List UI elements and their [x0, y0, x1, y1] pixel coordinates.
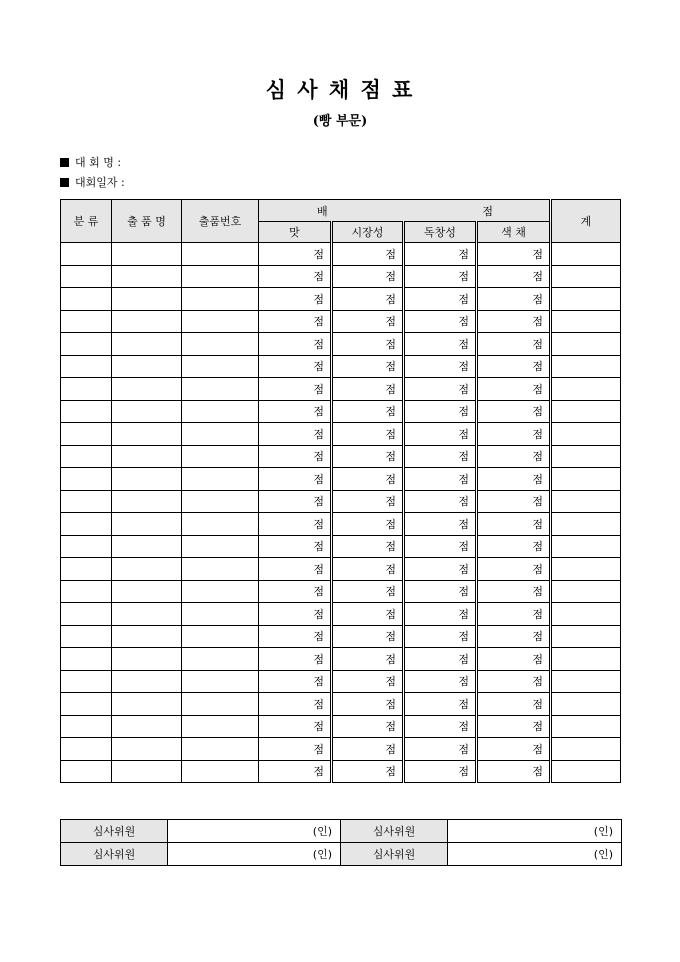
score-cell[interactable]: 점	[332, 468, 404, 491]
square-bullet-icon	[60, 178, 69, 187]
score-cell[interactable]: 점	[259, 715, 332, 738]
entry-number-cell[interactable]	[182, 468, 259, 491]
score-cell[interactable]: 점	[404, 760, 477, 783]
score-cell[interactable]: 점	[477, 603, 551, 626]
score-cell[interactable]: 점	[259, 648, 332, 671]
judge-seal: (인)	[448, 843, 622, 866]
score-cell[interactable]: 점	[477, 333, 551, 356]
score-cell[interactable]: 점	[477, 670, 551, 693]
score-cell[interactable]: 점	[332, 693, 404, 716]
score-table	[60, 199, 621, 783]
entry-name-cell[interactable]	[112, 693, 182, 716]
table-row	[61, 558, 621, 581]
score-cell[interactable]: 점	[477, 715, 551, 738]
score-cell[interactable]: 점	[404, 715, 477, 738]
total-cell[interactable]	[551, 400, 621, 423]
score-cell[interactable]: 점	[332, 580, 404, 603]
score-cell[interactable]: 점	[332, 715, 404, 738]
category-cell[interactable]	[61, 333, 112, 356]
total-cell[interactable]	[551, 738, 621, 761]
entry-name-cell[interactable]	[112, 670, 182, 693]
score-cell[interactable]: 점	[259, 378, 332, 401]
total-cell[interactable]	[551, 333, 621, 356]
square-bullet-icon	[60, 158, 69, 167]
entry-name-cell[interactable]	[112, 760, 182, 783]
entry-name-cell[interactable]	[112, 468, 182, 491]
score-cell[interactable]: 점	[332, 670, 404, 693]
category-cell[interactable]	[61, 693, 112, 716]
score-cell[interactable]: 점	[404, 513, 477, 536]
score-cell[interactable]: 점	[259, 670, 332, 693]
score-cell[interactable]: 점	[259, 580, 332, 603]
page-subtitle: (빵 부문)	[312, 114, 368, 129]
total-cell[interactable]	[551, 603, 621, 626]
score-cell[interactable]: 점	[477, 648, 551, 671]
judge-seal: (인)	[168, 843, 341, 866]
competition-date-line	[60, 176, 125, 190]
total-cell[interactable]	[551, 243, 621, 266]
table-row	[61, 760, 621, 783]
total-cell[interactable]	[551, 693, 621, 716]
header-entry-name: 출 품 명	[112, 200, 182, 243]
score-cell[interactable]: 점	[404, 670, 477, 693]
score-cell[interactable]: 점	[404, 738, 477, 761]
score-cell[interactable]: 점	[259, 288, 332, 311]
category-cell[interactable]	[61, 265, 112, 288]
score-cell[interactable]: 점	[477, 558, 551, 581]
score-cell[interactable]: 점	[259, 535, 332, 558]
table-row	[61, 603, 621, 626]
entry-name-cell[interactable]	[112, 490, 182, 513]
header-entry-number: 출품번호	[182, 200, 259, 243]
entry-name-cell[interactable]	[112, 558, 182, 581]
competition-name-label: 대 회 명 :	[75, 156, 122, 169]
category-cell[interactable]	[61, 580, 112, 603]
category-cell[interactable]	[61, 355, 112, 378]
entry-name-cell[interactable]	[112, 535, 182, 558]
score-cell[interactable]: 점	[332, 333, 404, 356]
score-cell[interactable]: 점	[477, 738, 551, 761]
table-row	[61, 468, 621, 491]
score-cell[interactable]: 점	[332, 355, 404, 378]
judge-label: 심사위원	[61, 820, 168, 843]
score-cell[interactable]: 점	[259, 693, 332, 716]
score-cell[interactable]: 점	[404, 468, 477, 491]
entry-number-cell[interactable]	[182, 423, 259, 446]
score-cell[interactable]: 점	[259, 243, 332, 266]
score-cell[interactable]: 점	[259, 490, 332, 513]
score-cell[interactable]: 점	[259, 310, 332, 333]
score-cell[interactable]: 점	[404, 693, 477, 716]
table-row	[61, 648, 621, 671]
table-row	[61, 310, 621, 333]
score-cell[interactable]: 점	[477, 423, 551, 446]
table-row	[61, 715, 621, 738]
category-cell[interactable]	[61, 490, 112, 513]
score-cell[interactable]: 점	[332, 445, 404, 468]
total-cell[interactable]	[551, 490, 621, 513]
table-row	[61, 355, 621, 378]
header-points	[259, 200, 551, 222]
table-row	[61, 265, 621, 288]
total-cell[interactable]	[551, 265, 621, 288]
competition-date-label: 대회일자 :	[75, 176, 125, 189]
score-cell[interactable]: 점	[259, 625, 332, 648]
score-table-body	[61, 243, 621, 783]
entry-number-cell[interactable]	[182, 670, 259, 693]
score-cell[interactable]: 점	[259, 603, 332, 626]
category-cell[interactable]	[61, 288, 112, 311]
total-cell[interactable]	[551, 580, 621, 603]
judge-seal: (인)	[168, 820, 341, 843]
entry-name-cell[interactable]	[112, 445, 182, 468]
score-cell[interactable]: 점	[332, 535, 404, 558]
table-row	[61, 288, 621, 311]
total-cell[interactable]	[551, 715, 621, 738]
entry-name-cell[interactable]	[112, 648, 182, 671]
score-cell[interactable]: 점	[404, 558, 477, 581]
score-cell[interactable]: 점	[404, 445, 477, 468]
score-cell[interactable]: 점	[332, 400, 404, 423]
entry-name-cell[interactable]	[112, 580, 182, 603]
category-cell[interactable]	[61, 400, 112, 423]
entry-number-cell[interactable]	[182, 265, 259, 288]
score-cell[interactable]: 점	[477, 513, 551, 536]
entry-number-cell[interactable]	[182, 580, 259, 603]
header-originality: 독창성	[404, 222, 477, 243]
total-cell[interactable]	[551, 468, 621, 491]
score-cell[interactable]: 점	[259, 400, 332, 423]
score-cell[interactable]: 점	[332, 648, 404, 671]
page-title: 심 사 채 점 표	[265, 77, 415, 102]
score-cell[interactable]: 점	[332, 310, 404, 333]
header-category: 분 류	[61, 200, 112, 243]
judge-label: 심사위원	[341, 843, 448, 866]
total-cell[interactable]	[551, 288, 621, 311]
score-cell[interactable]: 점	[477, 468, 551, 491]
header-points-right: 점	[482, 205, 493, 218]
score-cell[interactable]: 점	[477, 310, 551, 333]
competition-name-line	[60, 156, 121, 170]
score-cell[interactable]: 점	[477, 265, 551, 288]
header-taste: 맛	[259, 222, 332, 243]
table-row	[61, 333, 621, 356]
entry-name-cell[interactable]	[112, 288, 182, 311]
total-cell[interactable]	[551, 625, 621, 648]
score-cell[interactable]: 점	[404, 243, 477, 266]
entry-name-cell[interactable]	[112, 423, 182, 446]
score-cell[interactable]: 점	[332, 558, 404, 581]
score-cell[interactable]: 점	[404, 648, 477, 671]
entry-number-cell[interactable]	[182, 535, 259, 558]
entry-number-cell[interactable]	[182, 288, 259, 311]
score-cell[interactable]: 점	[332, 423, 404, 446]
table-row	[61, 670, 621, 693]
score-cell[interactable]: 점	[332, 490, 404, 513]
entry-name-cell[interactable]	[112, 513, 182, 536]
category-cell[interactable]	[61, 558, 112, 581]
score-cell[interactable]: 점	[477, 580, 551, 603]
entry-number-cell[interactable]	[182, 715, 259, 738]
entry-number-cell[interactable]	[182, 445, 259, 468]
entry-number-cell[interactable]	[182, 760, 259, 783]
score-cell[interactable]: 점	[477, 400, 551, 423]
entry-name-cell[interactable]	[112, 355, 182, 378]
header-total: 계	[551, 200, 621, 243]
judges-table	[60, 819, 622, 866]
score-cell[interactable]: 점	[404, 355, 477, 378]
score-cell[interactable]: 점	[404, 423, 477, 446]
score-cell[interactable]: 점	[404, 288, 477, 311]
entry-number-cell[interactable]	[182, 355, 259, 378]
score-cell[interactable]: 점	[477, 243, 551, 266]
score-cell[interactable]: 점	[332, 378, 404, 401]
score-cell[interactable]: 점	[404, 378, 477, 401]
entry-name-cell[interactable]	[112, 265, 182, 288]
entry-name-cell[interactable]	[112, 310, 182, 333]
score-cell[interactable]: 점	[477, 288, 551, 311]
entry-number-cell[interactable]	[182, 243, 259, 266]
category-cell[interactable]	[61, 603, 112, 626]
category-cell[interactable]	[61, 445, 112, 468]
table-row	[61, 445, 621, 468]
score-cell[interactable]: 점	[404, 400, 477, 423]
score-cell[interactable]: 점	[477, 693, 551, 716]
judge-label: 심사위원	[341, 820, 448, 843]
score-cell[interactable]: 점	[477, 355, 551, 378]
table-row	[61, 400, 621, 423]
entry-number-cell[interactable]	[182, 378, 259, 401]
entry-name-cell[interactable]	[112, 715, 182, 738]
score-cell[interactable]: 점	[404, 333, 477, 356]
score-cell[interactable]: 점	[259, 265, 332, 288]
score-cell[interactable]: 점	[477, 490, 551, 513]
score-cell[interactable]: 점	[404, 310, 477, 333]
table-row	[61, 490, 621, 513]
entry-number-cell[interactable]	[182, 558, 259, 581]
category-cell[interactable]	[61, 378, 112, 401]
header-points-left: 배	[317, 205, 328, 218]
entry-number-cell[interactable]	[182, 490, 259, 513]
score-cell[interactable]: 점	[259, 423, 332, 446]
table-row	[61, 580, 621, 603]
entry-name-cell[interactable]	[112, 400, 182, 423]
total-cell[interactable]	[551, 535, 621, 558]
entry-number-cell[interactable]	[182, 648, 259, 671]
total-cell[interactable]	[551, 310, 621, 333]
score-cell[interactable]: 점	[404, 603, 477, 626]
judge-label: 심사위원	[61, 843, 168, 866]
category-cell[interactable]	[61, 760, 112, 783]
score-cell[interactable]: 점	[259, 445, 332, 468]
score-cell[interactable]: 점	[332, 243, 404, 266]
score-cell[interactable]: 점	[259, 468, 332, 491]
table-row	[61, 243, 621, 266]
score-cell[interactable]: 점	[332, 513, 404, 536]
score-cell[interactable]: 점	[332, 265, 404, 288]
entry-name-cell[interactable]	[112, 243, 182, 266]
score-cell[interactable]: 점	[332, 738, 404, 761]
table-row	[61, 693, 621, 716]
score-cell[interactable]: 점	[477, 445, 551, 468]
score-cell[interactable]: 점	[477, 535, 551, 558]
score-cell[interactable]: 점	[332, 625, 404, 648]
entry-name-cell[interactable]	[112, 378, 182, 401]
table-row	[61, 423, 621, 446]
entry-number-cell[interactable]	[182, 310, 259, 333]
score-cell[interactable]: 점	[404, 625, 477, 648]
total-cell[interactable]	[551, 423, 621, 446]
score-cell[interactable]: 점	[332, 288, 404, 311]
category-cell[interactable]	[61, 715, 112, 738]
score-cell[interactable]: 점	[404, 580, 477, 603]
header-color: 색 채	[477, 222, 551, 243]
header-marketability: 시장성	[332, 222, 404, 243]
entry-name-cell[interactable]	[112, 738, 182, 761]
category-cell[interactable]	[61, 535, 112, 558]
entry-number-cell[interactable]	[182, 400, 259, 423]
score-cell[interactable]: 점	[404, 265, 477, 288]
entry-number-cell[interactable]	[182, 603, 259, 626]
table-row	[61, 535, 621, 558]
score-cell[interactable]: 점	[259, 513, 332, 536]
total-cell[interactable]	[551, 445, 621, 468]
entry-number-cell[interactable]	[182, 693, 259, 716]
score-cell[interactable]: 점	[259, 760, 332, 783]
score-cell[interactable]: 점	[259, 333, 332, 356]
category-cell[interactable]	[61, 648, 112, 671]
category-cell[interactable]	[61, 738, 112, 761]
total-cell[interactable]	[551, 558, 621, 581]
judge-seal: (인)	[448, 820, 622, 843]
entry-number-cell[interactable]	[182, 625, 259, 648]
entry-name-cell[interactable]	[112, 625, 182, 648]
score-cell[interactable]: 점	[259, 355, 332, 378]
table-row	[61, 513, 621, 536]
category-cell[interactable]	[61, 468, 112, 491]
score-cell[interactable]: 점	[259, 558, 332, 581]
category-cell[interactable]	[61, 310, 112, 333]
entry-name-cell[interactable]	[112, 333, 182, 356]
category-cell[interactable]	[61, 423, 112, 446]
score-cell[interactable]: 점	[477, 760, 551, 783]
score-cell[interactable]: 점	[404, 490, 477, 513]
entry-name-cell[interactable]	[112, 603, 182, 626]
category-cell[interactable]	[61, 243, 112, 266]
score-cell[interactable]: 점	[477, 625, 551, 648]
table-row	[61, 738, 621, 761]
entry-number-cell[interactable]	[182, 513, 259, 536]
category-cell[interactable]	[61, 513, 112, 536]
total-cell[interactable]	[551, 355, 621, 378]
score-cell[interactable]: 점	[332, 603, 404, 626]
total-cell[interactable]	[551, 670, 621, 693]
total-cell[interactable]	[551, 513, 621, 536]
score-cell[interactable]: 점	[477, 378, 551, 401]
entry-number-cell[interactable]	[182, 738, 259, 761]
total-cell[interactable]	[551, 760, 621, 783]
score-cell[interactable]: 점	[404, 535, 477, 558]
table-row	[61, 625, 621, 648]
category-cell[interactable]	[61, 670, 112, 693]
total-cell[interactable]	[551, 378, 621, 401]
score-cell[interactable]: 점	[259, 738, 332, 761]
score-cell[interactable]: 점	[332, 760, 404, 783]
category-cell[interactable]	[61, 625, 112, 648]
entry-number-cell[interactable]	[182, 333, 259, 356]
total-cell[interactable]	[551, 648, 621, 671]
table-row	[61, 378, 621, 401]
